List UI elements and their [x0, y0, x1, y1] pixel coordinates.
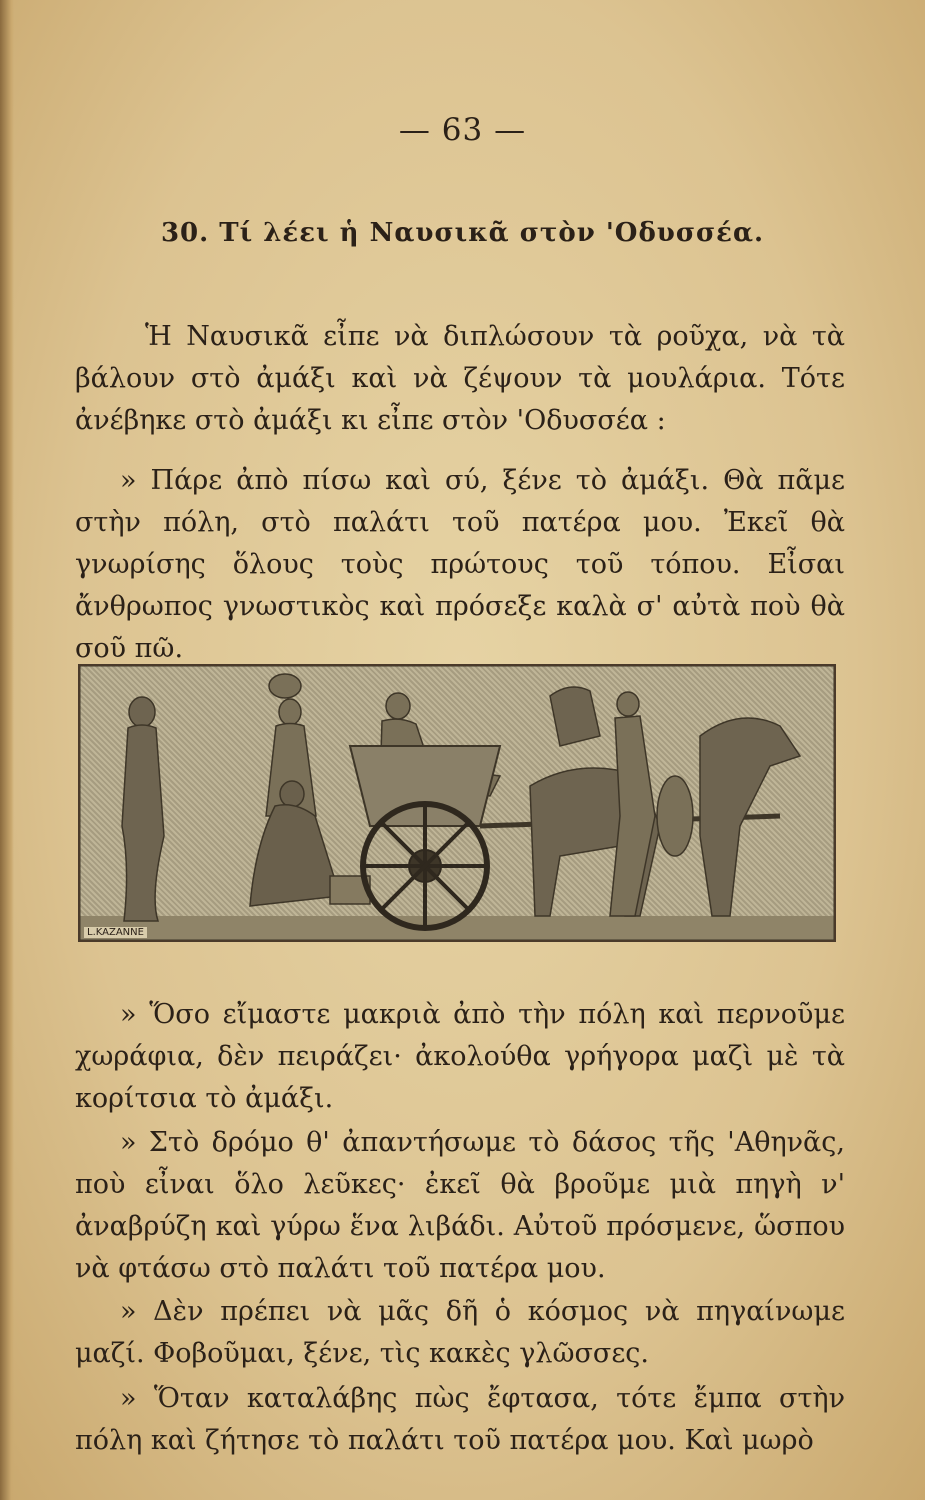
- artist-signature: L.KAZANNE: [84, 927, 147, 938]
- paragraph-6: » Ὅταν καταλάβης πὼς ἔφτασα, τότε ἔμπα στὴν πόλη καὶ ζήτησε τὸ παλάτι τοῦ πατέρα μου. Καὶ μωρὸ: [75, 1383, 845, 1456]
- paragraph-5: » Δὲν πρέπει νὰ μᾶς δῆ ὁ κόσμος νὰ πηγαίνωμε μαζί. Φοβοῦμαι, ξένε, τὶς κακὲς γλῶσσες.: [75, 1296, 845, 1369]
- paragraph-2: » Πάρε ἀπὸ πίσω καὶ σύ, ξένε τὸ ἀμάξι. Θὰ πᾶμε στὴν πόλη, στὸ παλάτι τοῦ πατέρα μου. Ἐκεῖ θὰ γνωρίσης ὅλους τοὺς πρώτους τοῦ τόπου. Εἶσαι ἄνθρωπος γνωστικὸς καὶ πρόσεξε καλὰ σ' αὐτὰ ποὺ θὰ σοῦ πῶ.: [75, 465, 845, 664]
- paragraph-3: » Ὅσο εἴμαστε μακριὰ ἀπὸ τὴν πόλη καὶ περνοῦμε χωράφια, δὲν πειράζει· ἀκολούθα γρήγορα μαζὶ μὲ τὰ κορίτσια τὸ ἀμάξι.: [75, 999, 845, 1114]
- page-number: — 63 —: [398, 112, 527, 148]
- chapter-heading: 30. Τί λέει ἡ Ναυσικᾶ στὸν 'Οδυσσέα.: [160, 218, 765, 248]
- relief-illustration: [78, 664, 836, 942]
- paragraph-4: » Στὸ δρόμο θ' ἀπαντήσωμε τὸ δάσος τῆς 'Αθηνᾶς, ποὺ εἶναι ὅλο λεῦκες· ἐκεῖ θὰ βροῦμε μιὰ πηγὴ ν' ἀναβρύζη καὶ γύρω ἕνα λιβάδι. Αὐτοῦ πρόσμενε, ὥσπου νὰ φτάσω στὸ παλάτι τοῦ πατέρα μου.: [75, 1127, 845, 1284]
- paragraph-1: Ἡ Ναυσικᾶ εἶπε νὰ διπλώσουν τὰ ροῦχα, νὰ τὰ βάλουν στὸ ἀμάξι καὶ νὰ ζέψουν τὰ μουλάρια. Τότε ἀνέβηκε στὸ ἀμάξι κι εἶπε στὸν 'Οδυσσέα :: [75, 321, 845, 436]
- chariot-relief-image: [80, 666, 834, 940]
